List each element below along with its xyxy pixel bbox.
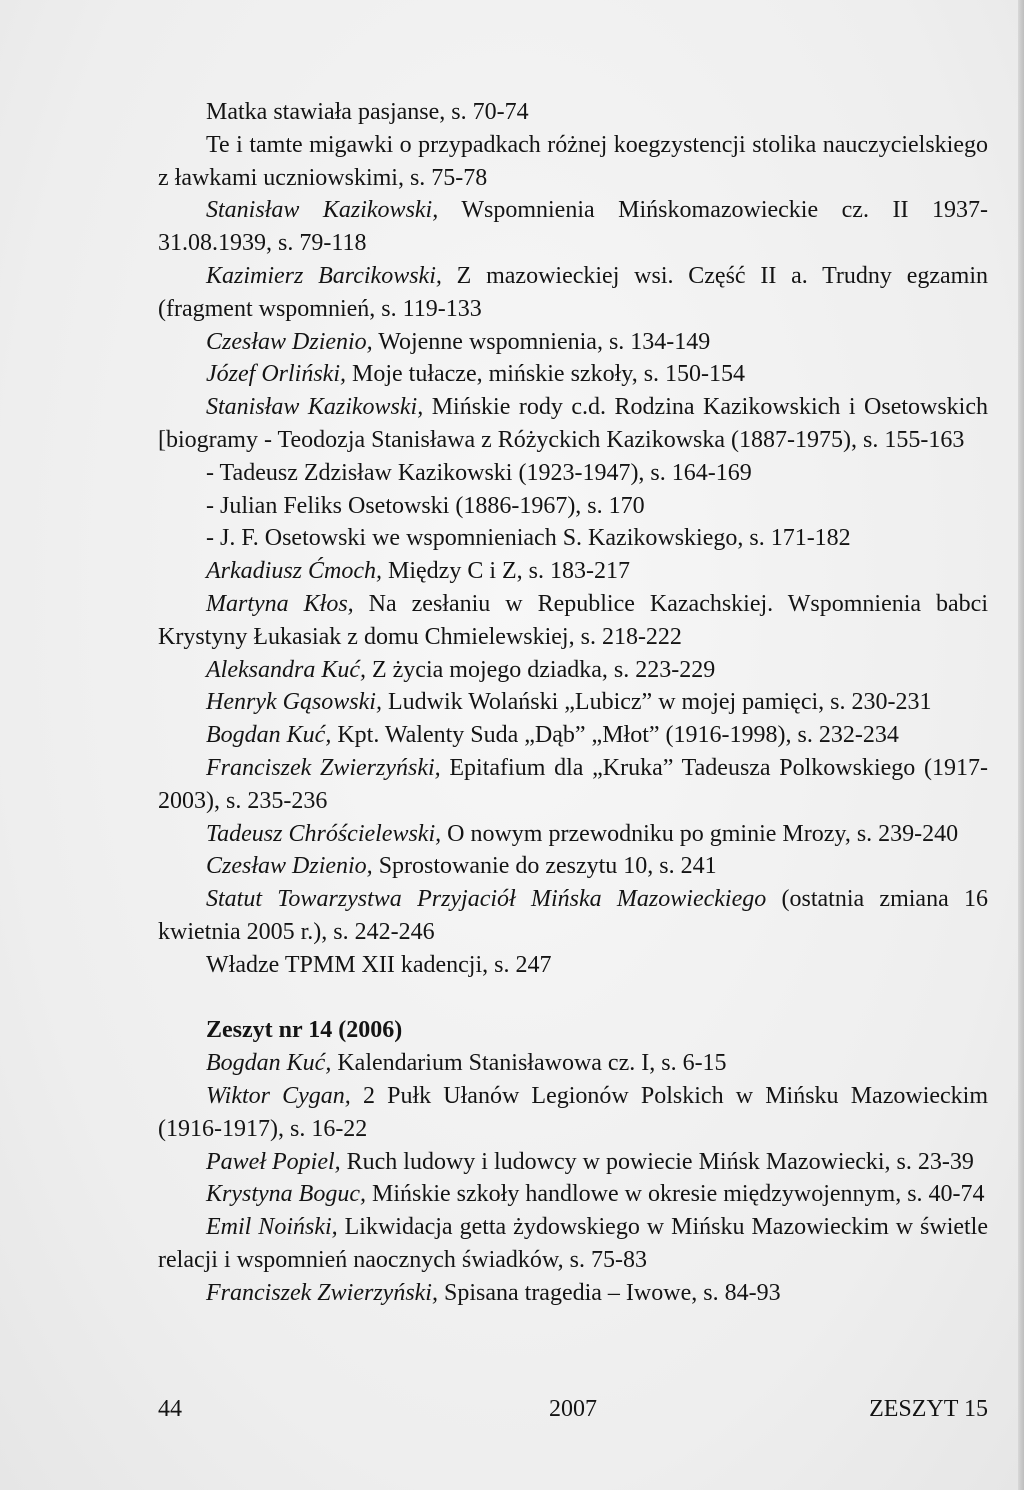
entry-title: Epitafium dla „Kruka” Tadeusza Polkowskiego (1917-2003), s. 235-236: [158, 754, 988, 814]
entry-author: Arkadiusz Ćmoch,: [206, 558, 382, 585]
entry-title: Na zesłaniu w Republice Kazachskiej. Wspomnienia babci Krystyny Łukasiak z domu Chmielewskiej, s. 218-222: [158, 590, 989, 650]
entry-title: Z życia mojego dziadka, s. 223-229: [365, 656, 716, 683]
toc-entry: [158, 555, 988, 588]
section-heading: Zeszyt nr 14 (2006): [206, 1017, 403, 1044]
entry-author: Czesław Dzienio,: [206, 853, 373, 880]
entry-author: Bogdan Kuć,: [206, 722, 332, 749]
toc-entry: [158, 194, 988, 260]
entry-author: Franciszek Zwierzyński,: [206, 1279, 438, 1306]
entry-author: Martyna Kłos,: [206, 590, 354, 617]
toc-entry: [158, 588, 988, 654]
entry-author: Krystyna Boguc,: [206, 1181, 366, 1208]
toc-entry: [158, 522, 988, 555]
toc-entry: [158, 1080, 988, 1146]
footer-issue: ZESZYT 15: [869, 1396, 988, 1422]
toc-entry: [158, 1277, 988, 1310]
entry-title: - J. F. Osetowski we wspomnieniach S. Kazikowskiego, s. 171-182: [206, 525, 851, 552]
entry-title: Te i tamte migawki o przypadkach różnej koegzystencji stolika nauczycielskiego z ławkami uczniowskimi, s. 75-78: [158, 131, 988, 191]
entry-author: Kazimierz Barcikowski,: [206, 262, 442, 289]
entry-author: Paweł Popiel,: [206, 1148, 341, 1175]
toc-entry: [158, 96, 988, 129]
toc-entry: [158, 1211, 988, 1277]
entry-title: Między C i Z, s. 183-217: [382, 558, 630, 585]
entry-title: (ostatnia zmiana 16 kwietnia 2005 r.), s. 242-246: [158, 886, 988, 945]
entry-author: Bogdan Kuć,: [206, 1050, 332, 1077]
toc-entry: [158, 686, 988, 719]
entry-title: - Tadeusz Zdzisław Kazikowski (1923-1947), s. 164-169: [206, 459, 752, 486]
toc-entry: [158, 1146, 988, 1179]
toc-entry: [158, 949, 988, 982]
entry-title: 2 Pułk Ułanów Legionów Polskich w Mińsku Mazowieckim (1916-1917), s. 16-22: [158, 1082, 989, 1142]
toc-entry: [158, 1178, 988, 1211]
toc-entry: [158, 752, 988, 818]
entry-author: Józef Orliński,: [206, 361, 346, 388]
toc-entry: [158, 1047, 988, 1080]
page-footer: [158, 1392, 988, 1426]
toc-entry: [158, 654, 988, 687]
toc-entry: [158, 490, 988, 523]
toc-entry: [158, 391, 988, 457]
toc-entry: [158, 719, 988, 752]
entry-title: Wspomnienia Mińskomazowieckie cz. II 1937-31.08.1939, s. 79-118: [158, 197, 989, 257]
toc-entry: [158, 883, 988, 949]
entry-title: Sprostowanie do zeszytu 10, s. 241: [372, 853, 717, 880]
entry-title: Likwidacja getta żydowskiego w Mińsku Mazowieckim w świetle relacji i wspomnień naocznych świadków, s. 75-83: [158, 1214, 989, 1273]
entry-author: Stanisław Kazikowski,: [206, 197, 439, 224]
entry-title: Mińskie rody c.d. Rodzina Kazikowskich i Osetowskich [biogramy - Teodozja Stanisława z Różyckich Kazikowska (1887-1975), s. 155-163: [158, 394, 988, 453]
entry-author: Emil Noiński,: [206, 1214, 338, 1241]
entry-title: - Julian Feliks Osetowski (1886-1967), s. 170: [206, 492, 645, 519]
page-edge: [1018, 0, 1024, 1490]
toc-entry: [158, 358, 988, 391]
entry-title: Mińskie szkoły handlowe w okresie międzywojennym, s. 40-74: [365, 1181, 985, 1208]
toc-entry: [158, 129, 988, 195]
toc-entry: [158, 850, 988, 883]
entry-title: Z mazowieckiej wsi. Część II a. Trudny egzamin (fragment wspomnień, s. 119-133: [158, 262, 989, 322]
entry-title: Ruch ludowy i ludowcy w powiecie Mińsk Mazowiecki, s. 23-39: [340, 1148, 974, 1175]
entry-title: Spisana tragedia – Iwowe, s. 84-93: [437, 1279, 781, 1306]
entry-title: Kpt. Walenty Suda „Dąb” „Młot” (1916-1998), s. 232-234: [331, 722, 899, 749]
entry-author: Tadeusz Chróścielewski,: [206, 820, 442, 847]
section-spacer: [158, 982, 988, 1015]
entry-list-zeszyt-13: [158, 96, 988, 982]
entry-author: Statut Towarzystwa Przyjaciół Mińska Mazowieckiego: [206, 886, 767, 913]
page-number: 44: [158, 1396, 182, 1422]
toc-entry: [158, 457, 988, 490]
entry-author: Wiktor Cygan,: [206, 1082, 351, 1109]
entry-author: Aleksandra Kuć,: [206, 656, 366, 683]
footer-year: 2007: [549, 1396, 597, 1422]
entry-author: Franciszek Zwierzyński,: [206, 754, 441, 781]
entry-title: Władze TPMM XII kadencji, s. 247: [206, 951, 552, 978]
entry-author: Stanisław Kazikowski,: [206, 394, 424, 421]
table-of-contents: [158, 96, 988, 1309]
entry-list-zeszyt-14: [158, 1047, 988, 1309]
entry-title: Ludwik Wolański „Lubicz” w mojej pamięci, s. 230-231: [381, 689, 932, 716]
entry-title: Kalendarium Stanisławowa cz. I, s. 6-15: [331, 1050, 727, 1077]
entry-title: Wojenne wspomnienia, s. 134-149: [372, 328, 711, 355]
entry-author: Czesław Dzienio,: [206, 328, 373, 355]
toc-entry: [158, 326, 988, 359]
entry-author: Henryk Gąsowski,: [206, 689, 382, 716]
toc-entry: [158, 818, 988, 851]
toc-entry: [158, 260, 988, 326]
entry-title: Moje tułacze, mińskie szkoły, s. 150-154: [345, 361, 746, 388]
entry-title: Matka stawiała pasjanse, s. 70-74: [206, 99, 529, 125]
entry-title: O nowym przewodniku po gminie Mrozy, s. 239-240: [441, 820, 959, 847]
